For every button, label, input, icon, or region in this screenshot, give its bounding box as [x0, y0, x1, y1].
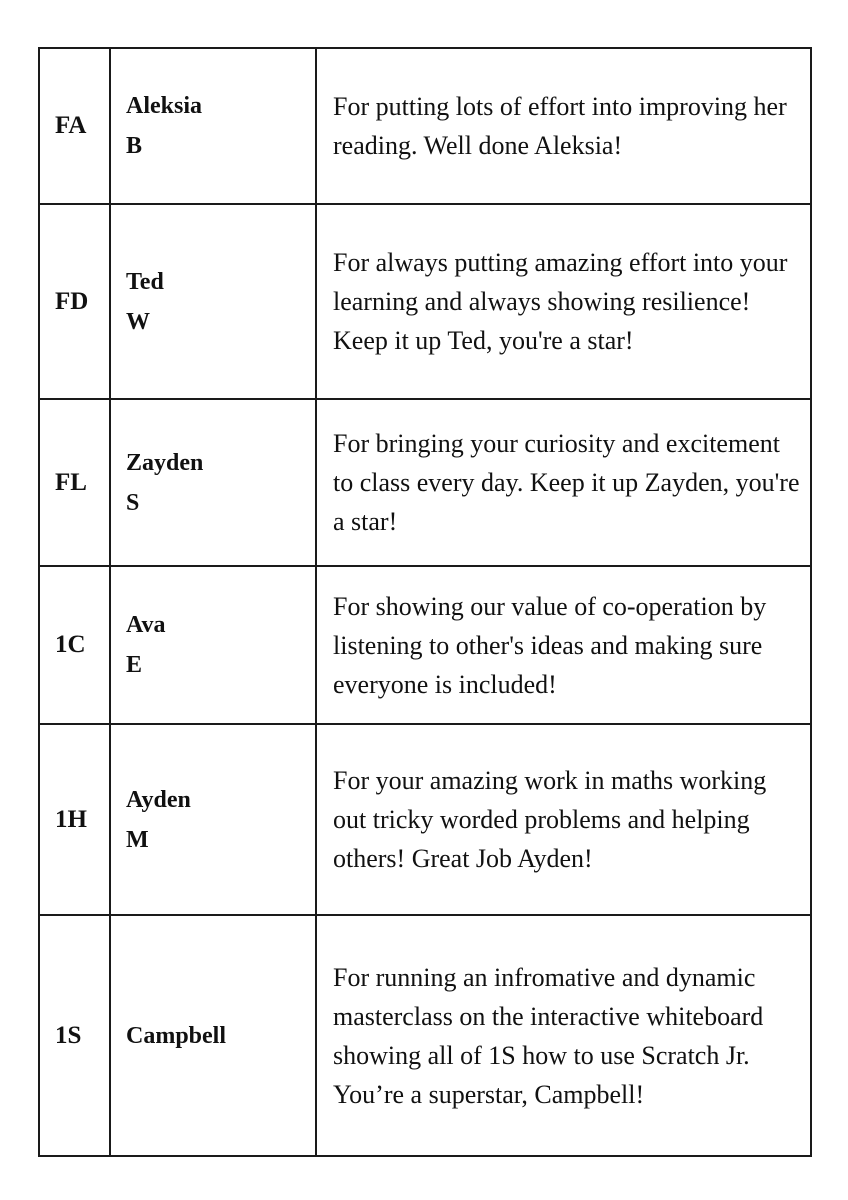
table-row: [39, 566, 811, 724]
pupil-first-name: Aleksia: [126, 93, 203, 119]
pupil-name: [110, 48, 316, 204]
pupil-first-name: Ayden: [126, 786, 191, 813]
pupil-last-initial: S: [126, 489, 140, 516]
pupil-name: [110, 399, 316, 566]
award-reason: For putting lots of effort into improving her reading. Well done Aleksia!: [316, 48, 811, 204]
table-row: [39, 915, 811, 1156]
pupil-last-initial: W: [126, 308, 150, 335]
pupil-name: [110, 566, 316, 724]
pupil-first-name: Campbell: [126, 1022, 227, 1049]
class-code: FA: [39, 48, 110, 204]
award-reason: For bringing your curiosity and excitement to class every day. Keep it up Zayden, you're a star!: [316, 399, 811, 566]
pupil-first-name: Ted: [126, 268, 164, 295]
table-row: [39, 399, 811, 566]
pupil-name: [110, 724, 316, 915]
award-reason: For always putting amazing effort into your learning and always showing resilience! Keep it up Ted, you're a star!: [316, 204, 811, 399]
award-reason: For your amazing work in maths working out tricky worded problems and helping others! Great Job Ayden!: [316, 724, 811, 915]
class-code: FD: [39, 204, 110, 399]
pupil-last-initial: M: [126, 826, 149, 853]
class-code: FL: [39, 399, 110, 566]
class-code: 1C: [39, 566, 110, 724]
award-reason: For showing our value of co-operation by listening to other's ideas and making sure everyone is included!: [316, 566, 811, 724]
pupil-last-initial: E: [126, 652, 143, 678]
pupil-last-initial: B: [126, 133, 143, 159]
table-row: [39, 724, 811, 915]
pupil-name: [110, 915, 316, 1156]
table-row: [39, 48, 811, 204]
awards-table: [38, 47, 812, 1157]
pupil-name: [110, 204, 316, 399]
pupil-first-name: Ava: [126, 612, 166, 638]
award-reason: For running an infromative and dynamic masterclass on the interactive whiteboard showing all of 1S how to use Scratch Jr. You’re a superstar, Campbell!: [316, 915, 811, 1156]
class-code: 1S: [39, 915, 110, 1156]
table-row: [39, 204, 811, 399]
class-code: 1H: [39, 724, 110, 915]
pupil-first-name: Zayden: [126, 449, 204, 476]
